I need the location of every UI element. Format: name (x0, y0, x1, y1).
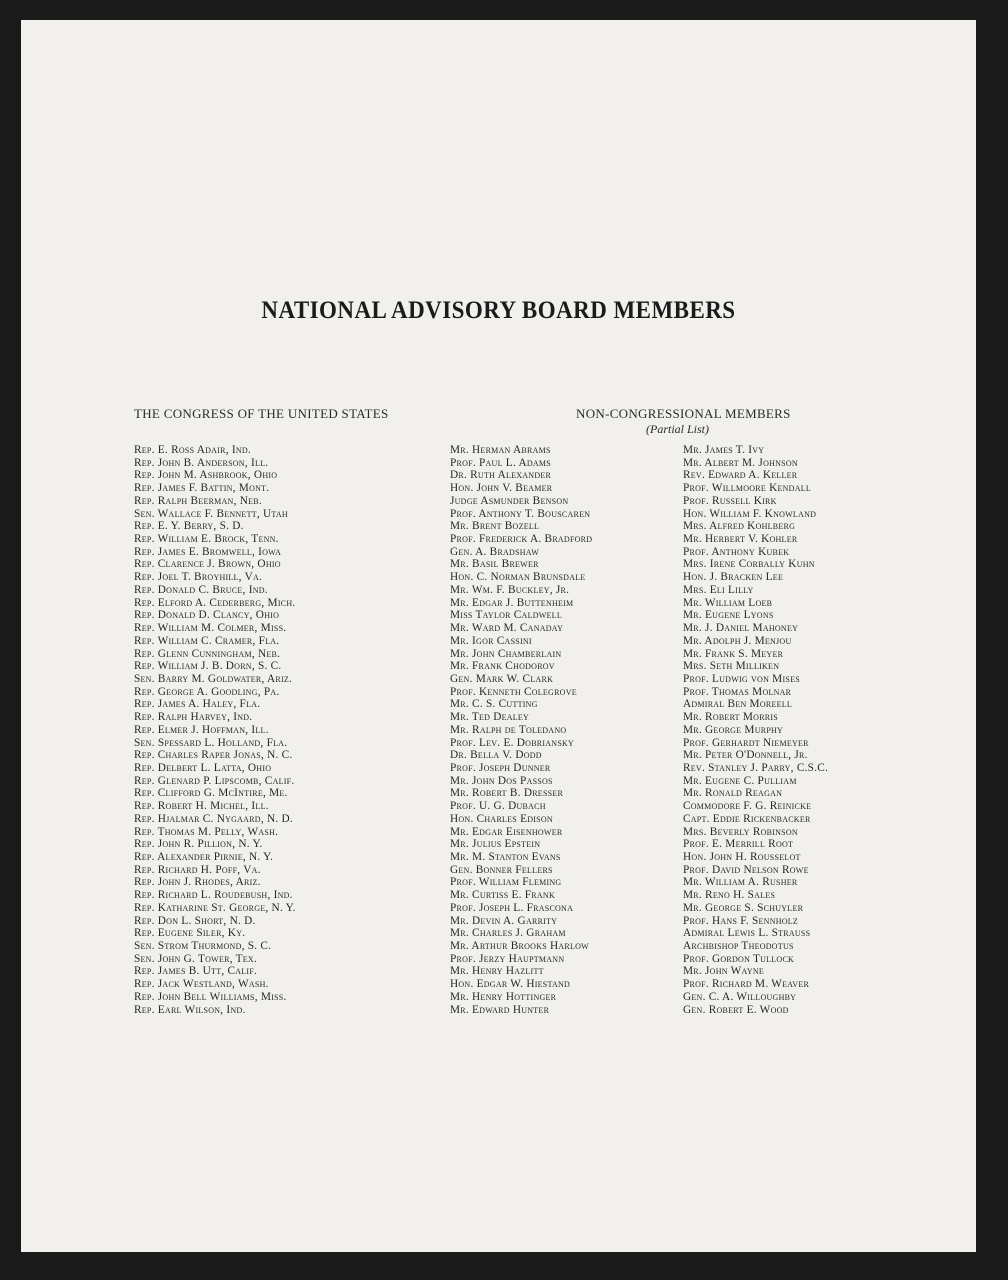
member-entry: Rep. John Bell Williams, Miss. (134, 990, 287, 1003)
member-entry: Prof. Hans F. Sennholz (683, 914, 799, 927)
document-page (21, 20, 976, 1252)
member-entry: Judge Asmunder Benson (450, 494, 569, 507)
page-title: NATIONAL ADVISORY BOARD MEMBERS (261, 297, 736, 324)
member-entry: Capt. Eddie Rickenbacker (683, 812, 811, 825)
member-entry: Prof. Joseph Dunner (450, 761, 551, 774)
member-entry: Mr. Igor Cassini (450, 634, 532, 647)
member-entry: Mr. George Murphy (683, 723, 784, 736)
member-entry: Mr. Frank Chodorov (450, 660, 555, 673)
member-entry: Rep. James A. Haley, Fla. (134, 698, 261, 711)
member-entry: Mr. Adolph J. Menjou (683, 634, 792, 647)
member-entry: Mr. Henry Hazlitt (450, 965, 544, 978)
member-entry: Prof. William Fleming (450, 876, 562, 889)
member-entry: Prof. Russell Kirk (683, 494, 777, 507)
member-entry: Mr. Peter O'Donnell, Jr. (683, 749, 808, 762)
member-entry: Mrs. Alfred Kohlberg (683, 520, 796, 533)
member-entry: Rep. Katharine St. George, N. Y. (134, 901, 296, 914)
member-entry: Rep. John B. Anderson, Ill. (134, 456, 269, 469)
member-entry: Rep. Elford A. Cederberg, Mich. (134, 596, 296, 609)
member-entry: Rep. Clarence J. Brown, Ohio (134, 558, 281, 571)
member-entry: Mr. Devin A. Garrity (450, 914, 558, 927)
member-entry: Gen. A. Bradshaw (450, 545, 539, 558)
member-entry: Prof. Ludwig von Mises (683, 672, 800, 685)
member-entry: Mr. Basil Brewer (450, 558, 539, 571)
member-entry: Hon. William F. Knowland (683, 507, 817, 520)
member-entry: Rep. George A. Goodling, Pa. (134, 685, 280, 698)
member-entry: Rep. Donald D. Clancy, Ohio (134, 609, 280, 622)
member-entry: Mr. C. S. Cutting (450, 698, 538, 711)
member-entry: Rep. Ralph Beerman, Neb. (134, 494, 262, 507)
member-entry: Prof. Jerzy Hauptmann (450, 952, 565, 965)
member-entry: Mr. Wm. F. Buckley, Jr. (450, 583, 570, 596)
member-entry: Prof. Anthony T. Bouscaren (450, 507, 591, 520)
member-entry: Rep. Richard L. Roudebush, Ind. (134, 889, 293, 902)
member-entry: Sen. Strom Thurmond, S. C. (134, 940, 272, 953)
member-entry: Rep. Jack Westland, Wash. (134, 978, 269, 991)
member-entry: Mr. Ralph de Toledano (450, 723, 567, 736)
member-entry: Prof. U. G. Dubach (450, 800, 546, 813)
member-entry: Rep. Delbert L. Latta, Ohio (134, 761, 272, 774)
member-entry: Rep. Richard H. Poff, Va. (134, 863, 261, 876)
member-entry: Mrs. Beverly Robinson (683, 825, 798, 838)
member-entry: Rep. Don L. Short, N. D. (134, 914, 256, 927)
member-entry: Sen. John G. Tower, Tex. (134, 952, 258, 965)
congress-heading: THE CONGRESS OF THE UNITED STATES (134, 406, 389, 421)
member-entry: Rep. John M. Ashbrook, Ohio (134, 469, 278, 482)
member-entry: Rep. Glenn Cunningham, Neb. (134, 647, 281, 660)
member-entry: Rep. Robert H. Michel, Ill. (134, 800, 269, 813)
member-entry: Rep. Charles Raper Jonas, N. C. (134, 749, 293, 762)
member-entry: Gen. C. A. Willoughby (683, 990, 797, 1003)
member-entry: Prof. Frederick A. Bradford (450, 533, 593, 546)
member-entry: Mr. James T. Ivy (683, 444, 765, 456)
member-entry: Rep. William E. Brock, Tenn. (134, 533, 279, 546)
member-entry: Hon. Edgar W. Hiestand (450, 978, 571, 991)
member-entry: Rep. E. Ross Adair, Ind. (134, 444, 251, 456)
member-entry: Mr. John Chamberlain (450, 647, 562, 660)
congress-member-list (134, 444, 296, 1016)
non-congressional-list-1 (450, 444, 592, 1016)
member-entry: Rep. John J. Rhodes, Ariz. (134, 876, 261, 889)
member-entry: Rep. E. Y. Berry, S. D. (134, 520, 244, 533)
member-entry: Mr. Albert M. Johnson (683, 456, 798, 469)
member-entry: Mr. M. Stanton Evans (450, 851, 561, 863)
member-entry: Rep. William C. Cramer, Fla. (134, 634, 280, 647)
member-entry: Rep. James E. Bromwell, Iowa (134, 545, 282, 558)
member-entry: Rep. Ralph Harvey, Ind. (134, 711, 253, 724)
member-entry: Mr. William Loeb (683, 596, 773, 609)
member-entry: Mr. Edward Hunter (450, 1003, 550, 1016)
member-entry: Prof. Paul L. Adams (450, 456, 551, 469)
member-entry: Mr. Julius Epstein (450, 838, 541, 851)
member-entry: Mr. Robert B. Dresser (450, 787, 564, 800)
member-entry: Mr. Brent Bozell (450, 520, 540, 533)
member-entry: Rep. James F. Battin, Mont. (134, 482, 270, 495)
member-entry: Rep. William J. B. Dorn, S. C. (134, 660, 282, 673)
member-entry: Mr. William A. Rusher (683, 876, 798, 889)
member-entry: Mr. Robert Morris (683, 711, 778, 724)
member-entry: Prof. Gordon Tullock (683, 952, 795, 965)
member-entry: Mr. Reno H. Sales (683, 889, 776, 902)
member-entry: Mr. Henry Hottinger (450, 990, 557, 1003)
member-entry: Rep. Clifford G. McIntire, Me. (134, 787, 288, 800)
member-entry: Rep. Eugene Siler, Ky. (134, 927, 246, 940)
member-entry: Hon. John H. Rousselot (683, 851, 801, 863)
member-entry: Admiral Lewis L. Strauss (683, 927, 811, 940)
member-entry: Mr. J. Daniel Mahoney (683, 622, 799, 635)
member-entry: Rep. Earl Wilson, Ind. (134, 1003, 246, 1016)
member-entry: Rep. John R. Pillion, N. Y. (134, 838, 263, 851)
member-entry: Rep. Alexander Pirnie, N. Y. (134, 851, 274, 863)
member-entry: Mrs. Seth Milliken (683, 660, 780, 673)
member-entry: Mr. George S. Schuyler (683, 901, 804, 914)
member-entry: Mr. Frank S. Meyer (683, 647, 784, 660)
member-entry: Gen. Robert E. Wood (683, 1003, 789, 1016)
member-entry: Mr. Ted Dealey (450, 711, 530, 724)
member-entry: Rev. Stanley J. Parry, C.S.C. (683, 761, 829, 774)
member-entry: Dr. Ruth Alexander (450, 469, 552, 482)
member-entry: Mr. Herman Abrams (450, 444, 551, 456)
member-entry: Rep. Thomas M. Pelly, Wash. (134, 825, 279, 838)
member-entry: Rep. Hjalmar C. Nygaard, N. D. (134, 812, 294, 825)
member-entry: Sen. Wallace F. Bennett, Utah (134, 507, 288, 520)
member-entry: Miss Taylor Caldwell (450, 609, 562, 622)
member-entry: Mr. Ward M. Canaday (450, 622, 564, 635)
member-entry: Mr. John Dos Passos (450, 774, 553, 787)
member-entry: Rep. William M. Colmer, Miss. (134, 622, 287, 635)
member-entry: Mr. Curtiss E. Frank (450, 889, 555, 902)
member-entry: Rep. Elmer J. Hoffman, Ill. (134, 723, 269, 736)
member-entry: Hon. J. Bracken Lee (683, 571, 784, 584)
member-entry: Rev. Edward A. Keller (683, 469, 798, 482)
member-entry: Mr. Edgar J. Buttenheim (450, 596, 574, 609)
member-entry: Mr. John Wayne (683, 965, 765, 978)
member-entry: Mr. Charles J. Graham (450, 927, 566, 940)
member-entry: Gen. Bonner Fellers (450, 863, 553, 876)
member-entry: Gen. Mark W. Clark (450, 672, 554, 685)
member-entry: Mr. Eugene C. Pulliam (683, 774, 797, 787)
member-entry: Prof. E. Merrill Root (683, 838, 794, 851)
partial-list-note: (Partial List) (646, 422, 710, 436)
non-congressional-list-2 (683, 444, 828, 1016)
member-entry: Prof. Willmoore Kendall (683, 482, 812, 495)
member-entry: Sen. Barry M. Goldwater, Ariz. (134, 672, 293, 685)
member-entry: Prof. Thomas Molnar (683, 685, 792, 698)
non-congressional-heading: NON-CONGRESSIONAL MEMBERS (576, 406, 791, 421)
member-entry: Rep. Glenard P. Lipscomb, Calif. (134, 774, 295, 787)
member-entry: Mrs. Irene Corbally Kuhn (683, 558, 815, 571)
member-entry: Mr. Arthur Brooks Harlow (450, 940, 589, 953)
member-entry: Hon. C. Norman Brunsdale (450, 571, 586, 584)
member-entry: Mr. Edgar Eisenhower (450, 825, 563, 838)
member-entry: Prof. Gerhardt Niemeyer (683, 736, 809, 749)
member-entry: Rep. James B. Utt, Calif. (134, 965, 258, 978)
member-entry: Dr. Bella V. Dodd (450, 749, 542, 762)
member-entry: Rep. Joel T. Broyhill, Va. (134, 571, 263, 584)
member-entry: Mrs. Eli Lilly (683, 583, 754, 596)
member-entry: Prof. Richard M. Weaver (683, 978, 810, 991)
member-entry: Hon. Charles Edison (450, 812, 553, 825)
member-entry: Archbishop Theodotus (683, 940, 794, 953)
member-entry: Prof. Kenneth Colegrove (450, 685, 577, 698)
member-entry: Mr. Eugene Lyons (683, 609, 774, 622)
member-entry: Prof. Anthony Kubek (683, 545, 790, 558)
member-entry: Hon. John V. Beamer (450, 482, 553, 495)
member-entry: Prof. Joseph L. Frascona (450, 901, 574, 914)
member-entry: Sen. Spessard L. Holland, Fla. (134, 736, 288, 749)
member-entry: Prof. David Nelson Rowe (683, 863, 809, 876)
member-entry: Mr. Ronald Reagan (683, 787, 783, 800)
member-entry: Prof. Lev. E. Dobriansky (450, 736, 575, 749)
member-entry: Rep. Donald C. Bruce, Ind. (134, 583, 268, 596)
member-entry: Admiral Ben Moreell (683, 698, 793, 711)
member-entry: Commodore F. G. Reinicke (683, 800, 812, 813)
member-entry: Mr. Herbert V. Kohler (683, 533, 798, 546)
